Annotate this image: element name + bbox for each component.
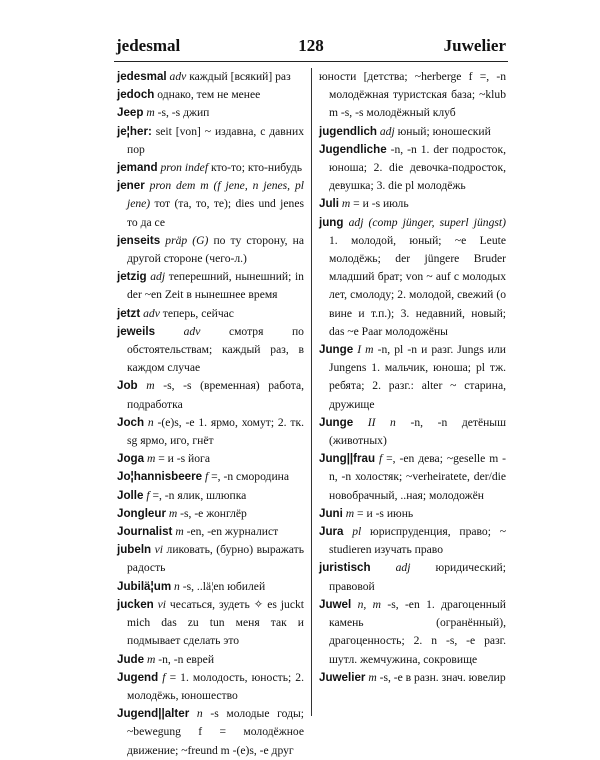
definition: чесаться, зудеть ✧ es juckt mich das zu tun меня так и подмывает сделать это: [127, 597, 304, 648]
definition: = и -s июнь: [357, 506, 414, 520]
headword: Jugend||alter: [117, 707, 190, 721]
grammar-label: adj (comp jünger, superl jüngst): [348, 215, 506, 229]
headword: jener: [117, 179, 145, 193]
grammar-label: n: [147, 415, 154, 429]
definition: -n, -n 1. der подросток, юноша; 2. die девочка-подросток, девушка; 3. die pl молодёжь: [329, 142, 506, 193]
dictionary-entry: [117, 669, 304, 705]
column-divider: [311, 68, 312, 716]
headword: Jung||frau: [319, 452, 376, 466]
headword: Journalist: [117, 525, 173, 539]
definition: ликовать, (бурно) выражать радость: [127, 543, 304, 575]
dictionary-entry: [319, 214, 506, 341]
headword: Jongleur: [117, 506, 166, 520]
header-rule: [114, 61, 508, 62]
headword: Junge: [319, 415, 354, 429]
grammar-label: m: [146, 652, 156, 666]
headword: Jude: [117, 652, 145, 666]
definition: -(e)s, -e 1. ярмо, хомут; 2. тк. sg ярмо, иго, гнёт: [127, 415, 304, 448]
definition: =, -n ялик, шлюпка: [152, 488, 247, 502]
headword: Juli: [319, 197, 339, 211]
headword: Joga: [117, 452, 145, 466]
headword: Juwelier: [319, 670, 366, 684]
grammar-label: m: [146, 452, 156, 466]
definition: 1. молодой, юный; ~e Leute молодёжь; der jüngere Bruder младший брат; von ~ auf с молодых лет, смолоду; 2. молодой, свежий (о вине и т.п.); 3. недавний, новый; das ~e Paar молодожёны: [329, 233, 506, 338]
headword: Jeep: [117, 106, 144, 120]
grammar-label: m: [146, 379, 155, 393]
grammar-label: adj: [150, 270, 166, 284]
header-last-headword: Juwelier: [443, 36, 506, 55]
definition: -s, -e жонглёр: [180, 506, 247, 520]
definition: по ту сторону, на другой стороне (чего-л.): [127, 233, 304, 266]
left-column: [117, 68, 304, 760]
headword: jedoch: [117, 88, 155, 102]
headword: Jubilä¦um: [117, 579, 172, 593]
definition: смотря по обстоятельствам; каждый раз, в каждом случае: [127, 324, 304, 375]
dictionary-entry: [117, 232, 304, 268]
definition: юриспруденция, право; ~ studieren изучать право: [329, 525, 506, 557]
definition: юности [детства; ~herberge f =, -n молодёжная туристская база; ~klub m -s, -s молодёжный клуб: [319, 70, 506, 120]
grammar-label: vi: [154, 543, 164, 557]
dictionary-entry: [319, 596, 506, 669]
headword: jubeln: [117, 543, 152, 557]
dictionary-entry: [319, 450, 506, 505]
grammar-label: adv: [183, 324, 201, 338]
dictionary-entry: [319, 414, 506, 450]
grammar-label: II n: [367, 415, 396, 429]
grammar-label: m: [146, 106, 155, 120]
grammar-label: f: [146, 488, 150, 502]
dictionary-entry: [319, 141, 506, 196]
dictionary-entry: [319, 195, 506, 213]
dictionary-entry-continued: [319, 68, 506, 123]
header-first-headword: jedesmal: [116, 36, 181, 55]
dictionary-entry: [117, 468, 304, 486]
definition: -s, ..lä¦en юбилей: [182, 579, 266, 593]
headword: Jugendliche: [319, 142, 387, 156]
dictionary-entry: [319, 341, 506, 414]
grammar-label: adv: [143, 306, 160, 320]
right-column: [319, 68, 506, 687]
definition: теперь, сейчас: [162, 306, 234, 320]
definition: -s, -s (временная) работа, подработка: [127, 379, 304, 411]
dictionary-entry: [319, 505, 506, 523]
definition: -n, -n детёныш (животных): [329, 415, 507, 448]
headword: Jolle: [117, 488, 144, 502]
definition: однако, тем не менее: [157, 88, 261, 102]
headword: jetzig: [117, 270, 147, 284]
headword: Juwel: [319, 597, 352, 611]
definition: = и -s июль: [353, 197, 409, 211]
dictionary-entry: [117, 578, 304, 596]
grammar-label: I m: [357, 343, 374, 357]
definition: кто-то; кто-нибудь: [210, 161, 303, 175]
definition: -s, -s джип: [157, 106, 210, 120]
grammar-label: pl: [352, 525, 362, 539]
headword: jetzt: [117, 306, 141, 320]
definition: теперешний, нынешний; in der ~en Zeit в нынешнее время: [127, 270, 304, 302]
dictionary-entry: [117, 523, 304, 541]
grammar-label: pron dem m (f jene, n jenes, pl jene): [127, 179, 304, 211]
dictionary-entry: [117, 505, 304, 523]
grammar-label: m: [368, 670, 377, 684]
headword: Jo¦hannisbeere: [117, 470, 203, 484]
dictionary-entry: [117, 177, 304, 232]
headword: je¦her:: [117, 124, 152, 138]
definition: seit [von] ~ издавна, с давних пор: [127, 124, 304, 156]
grammar-label: m: [345, 506, 355, 520]
definition: -n, -n еврей: [158, 652, 215, 666]
grammar-label: m: [168, 506, 178, 520]
dictionary-entry: [117, 86, 304, 104]
headword: Juni: [319, 506, 343, 520]
dictionary-entry: [117, 450, 304, 468]
dictionary-entry: [117, 541, 304, 577]
headword: Joch: [117, 415, 145, 429]
definition: юридический; правовой: [329, 561, 506, 593]
grammar-label: adj: [379, 124, 395, 138]
definition: =, -en дева; ~geselle m -n, -n холостяк; ~verheiratete, der/die новобрачный, ..ная; молодожён: [329, 452, 506, 502]
headword: jucken: [117, 597, 154, 611]
headword: Job: [117, 379, 138, 393]
dictionary-entry: [117, 159, 304, 177]
definition: -s, -e в разн. знач. ювелир: [379, 670, 506, 684]
grammar-label: n, m: [357, 597, 381, 611]
headword: Junge: [319, 343, 354, 357]
grammar-label: f: [379, 452, 383, 466]
dictionary-entry: [117, 123, 304, 159]
grammar-label: pron indef: [160, 161, 209, 175]
headword: jenseits: [117, 233, 161, 247]
dictionary-entry: [117, 104, 304, 122]
headword: jung: [319, 215, 344, 229]
dictionary-entry: [319, 123, 506, 141]
dictionary-entry: [117, 268, 304, 304]
definition: -s молодые годы; ~bewegung f = молодёжное движение; ~freund m -(e)s, -e друг: [127, 707, 305, 757]
definition: -s, -en 1. драгоценный камень (огранённый), драгоценность; 2. n -s, -e разг. шутл. жемчужина, сокровище: [329, 597, 506, 666]
dictionary-entry: [319, 559, 506, 595]
grammar-label: vi: [157, 597, 167, 611]
dictionary-entry: [117, 651, 304, 669]
headword: jugendlich: [319, 124, 377, 138]
dictionary-entry: [117, 705, 304, 760]
headword: jemand: [117, 161, 158, 175]
dictionary-entry: [117, 68, 304, 86]
grammar-label: n: [174, 579, 180, 593]
grammar-label: m: [341, 197, 351, 211]
definition: -en, -en журналист: [186, 525, 279, 539]
definition: = 1. молодость, юность; 2. молодёжь, юношество: [127, 670, 305, 702]
definition: юный; юношеский: [397, 124, 491, 138]
definition: каждый [всякий] раз: [189, 70, 291, 83]
grammar-label: f: [162, 670, 166, 684]
definition: =, -n смородина: [211, 470, 290, 484]
headword: jeweils: [117, 324, 156, 338]
dictionary-entry: [117, 377, 304, 413]
definition: -n, pl -n и разг. Jungs или Jungens 1. мальчик, юноша; pl тж. ребята; 2. разг.: alter ~ старина, дружище: [329, 343, 506, 411]
headword: juristisch: [319, 561, 371, 575]
definition: тот (та, то, те); dies und jenes то да се: [127, 197, 304, 229]
grammar-label: adj: [395, 561, 411, 575]
page-number: 128: [298, 36, 324, 55]
dictionary-entry: [117, 323, 304, 378]
grammar-label: n: [196, 707, 203, 721]
headword: jedesmal: [117, 70, 167, 83]
dictionary-entry: [117, 414, 304, 450]
definition: = и -s йога: [158, 452, 210, 466]
dictionary-entry: [117, 596, 304, 651]
headword: Jugend: [117, 670, 159, 684]
grammar-label: adv: [169, 70, 187, 83]
headword: Jura: [319, 525, 344, 539]
grammar-label: m: [175, 525, 184, 539]
grammar-label: f: [204, 470, 209, 484]
dictionary-entry: [117, 305, 304, 323]
grammar-label: präp (G): [165, 233, 209, 247]
dictionary-entry: [319, 669, 506, 687]
dictionary-entry: [117, 487, 304, 505]
dictionary-entry: [319, 523, 506, 559]
running-header: [116, 36, 506, 58]
